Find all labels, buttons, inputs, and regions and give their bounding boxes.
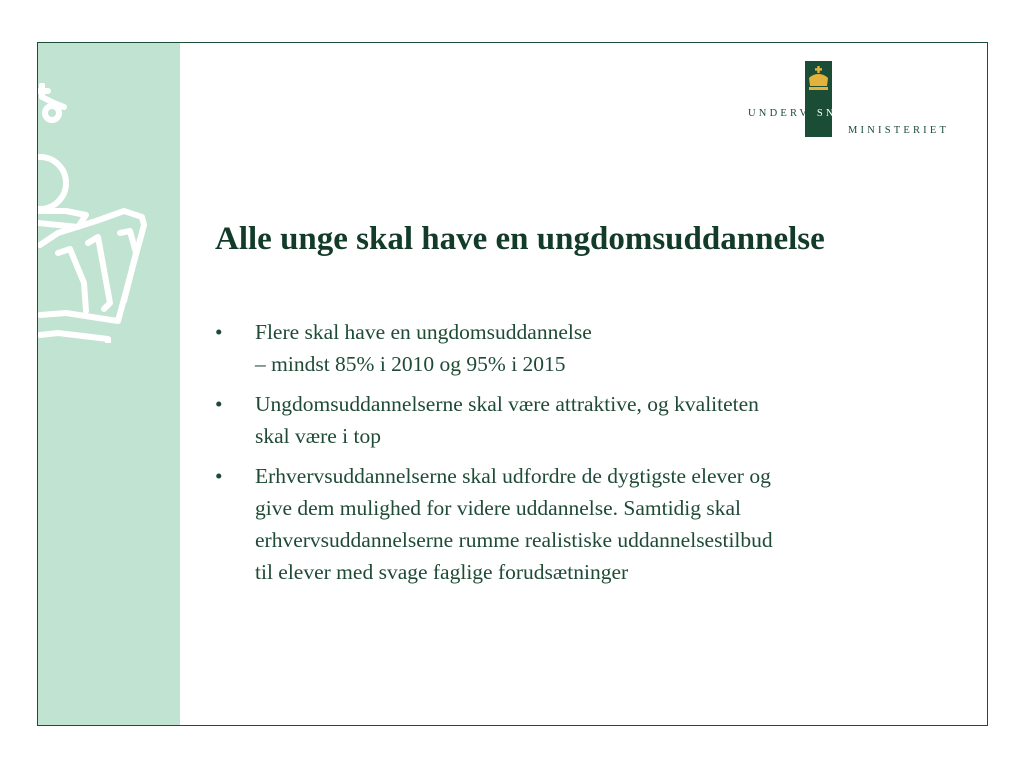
bullet-icon: • — [215, 464, 223, 488]
bullet-line: give dem mulighed for videre uddannelse. Samtidig skal — [255, 496, 742, 520]
bullet-line: erhvervsuddannelserne rumme realistiske uddannelsestilbud — [255, 528, 773, 552]
list-item — [215, 388, 955, 452]
crown-watermark-icon — [38, 83, 180, 343]
logo-text-line2: MINISTERIET — [848, 125, 950, 136]
bullet-line: skal være i top — [255, 424, 381, 448]
ministry-logo — [748, 61, 978, 151]
bullet-line: til elever med svage faglige forudsætninger — [255, 560, 629, 584]
list-item — [215, 460, 955, 588]
list-item — [215, 316, 955, 380]
bullet-line: Flere skal have en ungdomsuddannelse — [255, 320, 592, 344]
slide — [37, 42, 988, 726]
bullet-line: Erhvervsuddannelserne skal udfordre de dygtigste elever og — [255, 464, 771, 488]
bullet-list — [215, 316, 955, 596]
bullet-line: Ungdomsuddannelserne skal være attraktive, og kvaliteten — [255, 392, 759, 416]
crown-icon — [805, 65, 832, 95]
bullet-icon: • — [215, 392, 223, 416]
slide-title: Alle unge skal have en ungdomsuddannelse — [215, 221, 825, 257]
bullet-line: – mindst 85% i 2010 og 95% i 2015 — [255, 352, 566, 376]
bullet-icon: • — [215, 320, 223, 344]
logo-text-line1: UNDERVISNINGS — [748, 108, 874, 119]
side-panel — [38, 43, 180, 725]
